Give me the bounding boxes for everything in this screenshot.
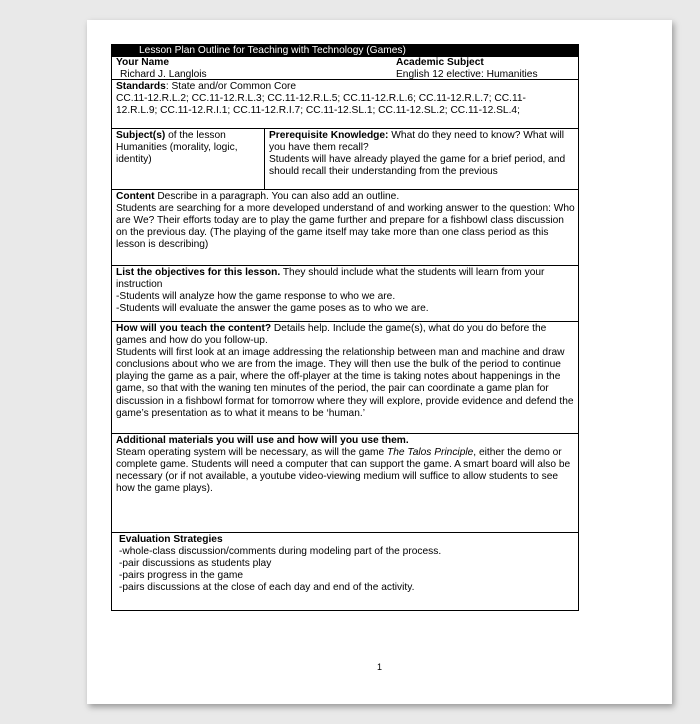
form-title: Lesson Plan Outline for Teaching with Technology (Games) <box>111 44 579 57</box>
teach-row <box>112 321 578 433</box>
teach-label: How will you teach the content? <box>116 323 272 334</box>
prerequisite-cell <box>265 129 578 189</box>
materials-label: Additional materials you will use and how will you use them. <box>116 435 409 446</box>
content-prompt: Describe in a paragraph. You can also add an outline. <box>154 191 400 202</box>
objectives-label: List the objectives for this lesson. <box>116 267 281 278</box>
your-name-label: Your Name <box>116 57 170 68</box>
materials-value <box>116 447 578 495</box>
evaluation-item: -pairs discussions at the close of each day and end of the activity. <box>119 582 415 594</box>
standards-label: Standards <box>116 81 166 92</box>
objectives-row <box>112 265 578 321</box>
document-page <box>87 20 672 704</box>
subjects-cell <box>112 129 265 189</box>
form-table <box>111 57 579 611</box>
subjects-value: Humanities (morality, logic, identity) <box>116 142 238 166</box>
your-name-value: Richard J. Langlois <box>120 69 207 81</box>
content-value: Students are searching for a more developed understand of and working answer to the question: Who are We? Their efforts today are to play the game further and prepare for a fishbowl class discussion on the previous day. (The playing of the game itself may take more than one class period as this lesson is describing) <box>116 203 575 251</box>
standards-prompt: : State and/or Common Core <box>165 81 297 92</box>
content-row <box>112 189 578 265</box>
materials-game-title: The Talos Principle <box>387 447 474 459</box>
prerequisite-label: Prerequisite Knowledge: <box>269 130 389 141</box>
academic-subject-cell <box>396 57 578 79</box>
evaluation-row <box>112 532 578 610</box>
evaluation-item: -pair discussions as students play <box>119 558 272 570</box>
page-number: 1 <box>376 662 382 672</box>
standards-line-2: 12.R.L.9; CC.11-12.R.I.1; CC.11-12.R.I.7; CC.11-12.SL.1; CC.11-12.SL.2; CC.11-12.SL.4; <box>116 105 520 117</box>
subject-prereq-row <box>112 128 578 189</box>
objective-item: -Students will evaluate the answer the game poses as to who we are. <box>116 303 429 315</box>
name-subject-row <box>112 57 578 79</box>
academic-subject-value: English 12 elective: Humanities <box>396 69 538 81</box>
lesson-plan-form <box>111 44 579 611</box>
prerequisite-value: Students will have already played the game for a brief period, and should recall their understanding from the previous <box>269 154 566 178</box>
evaluation-item: -whole-class discussion/comments during modeling part of the process. <box>119 546 442 558</box>
materials-row <box>112 433 578 532</box>
prerequisite-prompt: What do they need to know? What will you have them recall? <box>269 130 564 154</box>
teach-prompt: Details help. Include the game(s), what do you do before the games and how do you follow-up. <box>116 323 547 347</box>
materials-text-before: Steam operating system will be necessary, as will the game <box>116 447 388 459</box>
your-name-cell <box>112 57 396 79</box>
content-label: Content <box>116 191 155 202</box>
standards-line-1: CC.11-12.R.L.2; CC.11-12.R.L.3; CC.11-12.R.L.5; CC.11-12.R.L.6; CC.11-12.R.L.7; CC.11- <box>116 93 526 105</box>
evaluation-label: Evaluation Strategies <box>119 534 223 545</box>
materials-text-after: , either the demo or complete game. Students will need a computer that can support the game. A smart board will also be necessary (or if not available, a youtube video-viewing medium will suffice to allow students to see how the game plays). <box>116 447 571 495</box>
objective-item: -Students will analyze how the game response to who we are. <box>116 291 396 303</box>
standards-row <box>112 79 578 128</box>
objectives-prompt: They should include what the students will learn from your instruction <box>116 267 545 291</box>
teach-value: Students will first look at an image addressing the relationship between man and machine and draw conclusions about who we are from the image. They will then use the bulk of the period to continue playing the game as a pair, where the off-player at the time is taking notes about happenings in the game, so that with the waning ten minutes of the period, the pair can coordinate a game plan for discussion in a fishbowl format for tomorrow where they will explore, provide evidence and defend the game’s presentation as to what it means to be ‘human.’ <box>116 347 574 419</box>
evaluation-item: -pairs progress in the game <box>119 570 244 582</box>
academic-subject-label: Academic Subject <box>396 57 484 68</box>
subjects-label-rest: of the lesson <box>165 130 226 141</box>
subjects-label: Subject(s) <box>116 130 166 141</box>
